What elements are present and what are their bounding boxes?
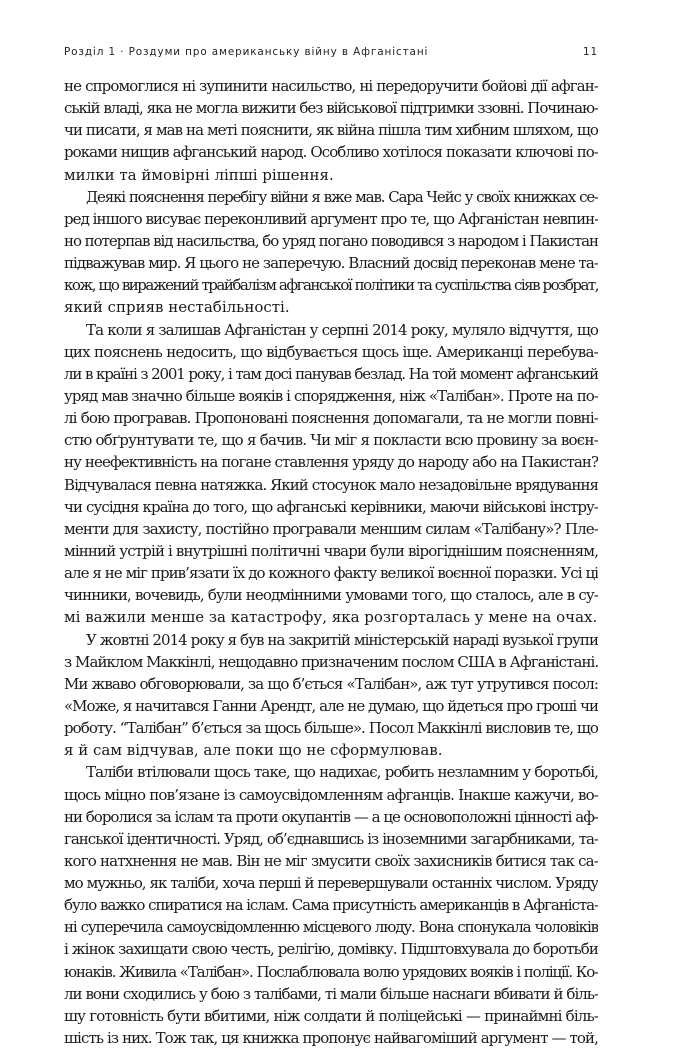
text-line: чи сусідня країна до того, що афганські керівники, маючи військові інстру-: [64, 497, 598, 516]
text-line: ли в країні з 2001 року, і там досі панував безлад. На той момент афганський: [64, 364, 598, 383]
text-line: стю обґрунтувати те, що я бачив. Чи міг я покласти всю провину за воєн-: [64, 431, 598, 450]
text-line: юнаків. Живила «Талібан». Послаблювала волю урядових вояків і поліції. Ко-: [64, 962, 598, 981]
text-line: чинники, вочевидь, були неодмінними умовами того, що сталось, але в су-: [64, 586, 598, 605]
text-line: мі важили менше за катастрофу, яка розгорталась у мене на очах.: [64, 608, 598, 627]
text-line: ні суперечила самоусвідомленню місцевого люду. Вона спонукала чоловіків: [64, 918, 598, 937]
text-line: «Може, я начитався Ганни Арендт, але не думаю, що йдеться про гроші чи: [64, 696, 598, 715]
text-line: з Майклом Маккінлі, нещодавно призначеним послом США в Афганістані.: [64, 652, 598, 671]
page-number: 11: [582, 46, 598, 58]
text-line: шу готовність бути вбитими, ніж солдати й поліцейські — принаймні біль-: [64, 1006, 598, 1025]
text-line: Відчувалася певна натяжка. Який стосунок мало незадовільне врядування: [64, 475, 598, 494]
text-line: було важко спиратися на іслам. Сама присутність американців в Афганіста-: [64, 896, 598, 915]
running-head: [64, 46, 598, 62]
text-line: менти для захисту, постійно програвали меншим силам «Талібану»? Пле-: [64, 519, 598, 538]
paragraph-first-line: Таліби втілювали щось таке, що надихає, робить незламним у боротьбі,: [86, 763, 598, 782]
text-line: кож, що виражений трайбалізм афганської політики та суспільства сіяв розбрат,: [64, 276, 598, 295]
text-line: ред іншого висуває переконливий аргумент про те, що Афганістан невпин-: [64, 209, 598, 228]
text-line: кого натхнення не мав. Він не міг змусити своїх захисників битися так са-: [64, 851, 598, 870]
text-line: мо мужньо, як таліби, хоча перші й перевершували останніх числом. Уряду: [64, 874, 598, 893]
text-line: но потерпав від насильства, бо уряд погано поводився з народом і Пакистан: [64, 231, 598, 250]
text-line: ну неефективність на погане ставлення уряду до народу або на Пакистан?: [64, 453, 598, 472]
text-line: ганської ідентичності. Уряд, об’єднавшись із іноземними загарбниками, та-: [64, 829, 598, 848]
text-line: ській владі, яка не могла вижити без військової підтримки ззовні. Починаю-: [64, 99, 598, 118]
text-line: цих пояснень недосить, що відбувається щось іще. Американці перебува-: [64, 342, 598, 361]
text-line: не спромоглися ні зупинити насильство, ні передоручити бойові дії афган-: [64, 77, 598, 95]
text-line: Ми жваво обговорювали, за що б’ється «Талібан», аж тут утрутився посол:: [64, 674, 598, 693]
text-line: я й сам відчував, але поки що не сформулював.: [64, 741, 443, 760]
text-line: роками нищив афганський народ. Особливо хотілося показати ключові по-: [64, 143, 598, 162]
paragraph-first-line: Та коли я залишав Афганістан у серпні 2014 року, муляло відчуття, що: [86, 320, 598, 339]
text-line: щось міцно пов’язане із самоусвідомленням афганців. Інакше кажучи, во-: [64, 785, 598, 804]
text-line: підважував мир. Я цього не заперечую. Власний досвід переконав мене та-: [64, 254, 598, 273]
text-line: і жінок захищати свою честь, релігію, домівку. Підштовхувала до боротьби: [64, 940, 598, 959]
paragraph-first-line: У жовтні 2014 року я був на закритій міністерській нараді вузької групи: [86, 630, 598, 649]
text-line: чи писати, я мав на меті пояснити, як війна пішла тим хибним шляхом, що: [64, 121, 598, 140]
text-line: ли вони сходились у бою з талібами, ті мали більше наснаги вбивати й біль-: [64, 984, 598, 1003]
text-line: шість із них. Тож так, ця книжка пропонує найвагоміший аргумент — той,: [64, 1029, 598, 1048]
paragraph-first-line: Деякі пояснення перебігу війни я вже мав. Сара Чейс у своїх книжках се-: [86, 187, 598, 206]
text-line: милки та ймовірні ліпші рішення.: [64, 165, 334, 184]
text-line: ни боролися за іслам та проти окупантів — а це основоположні цінності аф-: [64, 807, 598, 826]
text-line: лі бою програвав. Пропоновані пояснення допомагали, та не могли повні-: [64, 409, 598, 428]
text-line: який сприяв нестабільності.: [64, 298, 290, 317]
text-line: мінний устрій і внутрішні політичні чвари були вірогіднішим поясненням,: [64, 541, 598, 560]
text-line: роботу. “Талібан” б’ється за щось більше». Посол Маккінлі висловив те, що: [64, 719, 598, 738]
text-line: уряд мав значно більше вояків і спорядження, ніж «Талібан». Проте на по-: [64, 386, 598, 405]
text-line: але я не міг прив’язати їх до кожного факту великої воєнної поразки. Усі ці: [64, 564, 598, 583]
chapter-title: Розділ 1 · Роздуми про американську війну в Афганістані: [64, 46, 429, 58]
body-text: [64, 75, 598, 1049]
